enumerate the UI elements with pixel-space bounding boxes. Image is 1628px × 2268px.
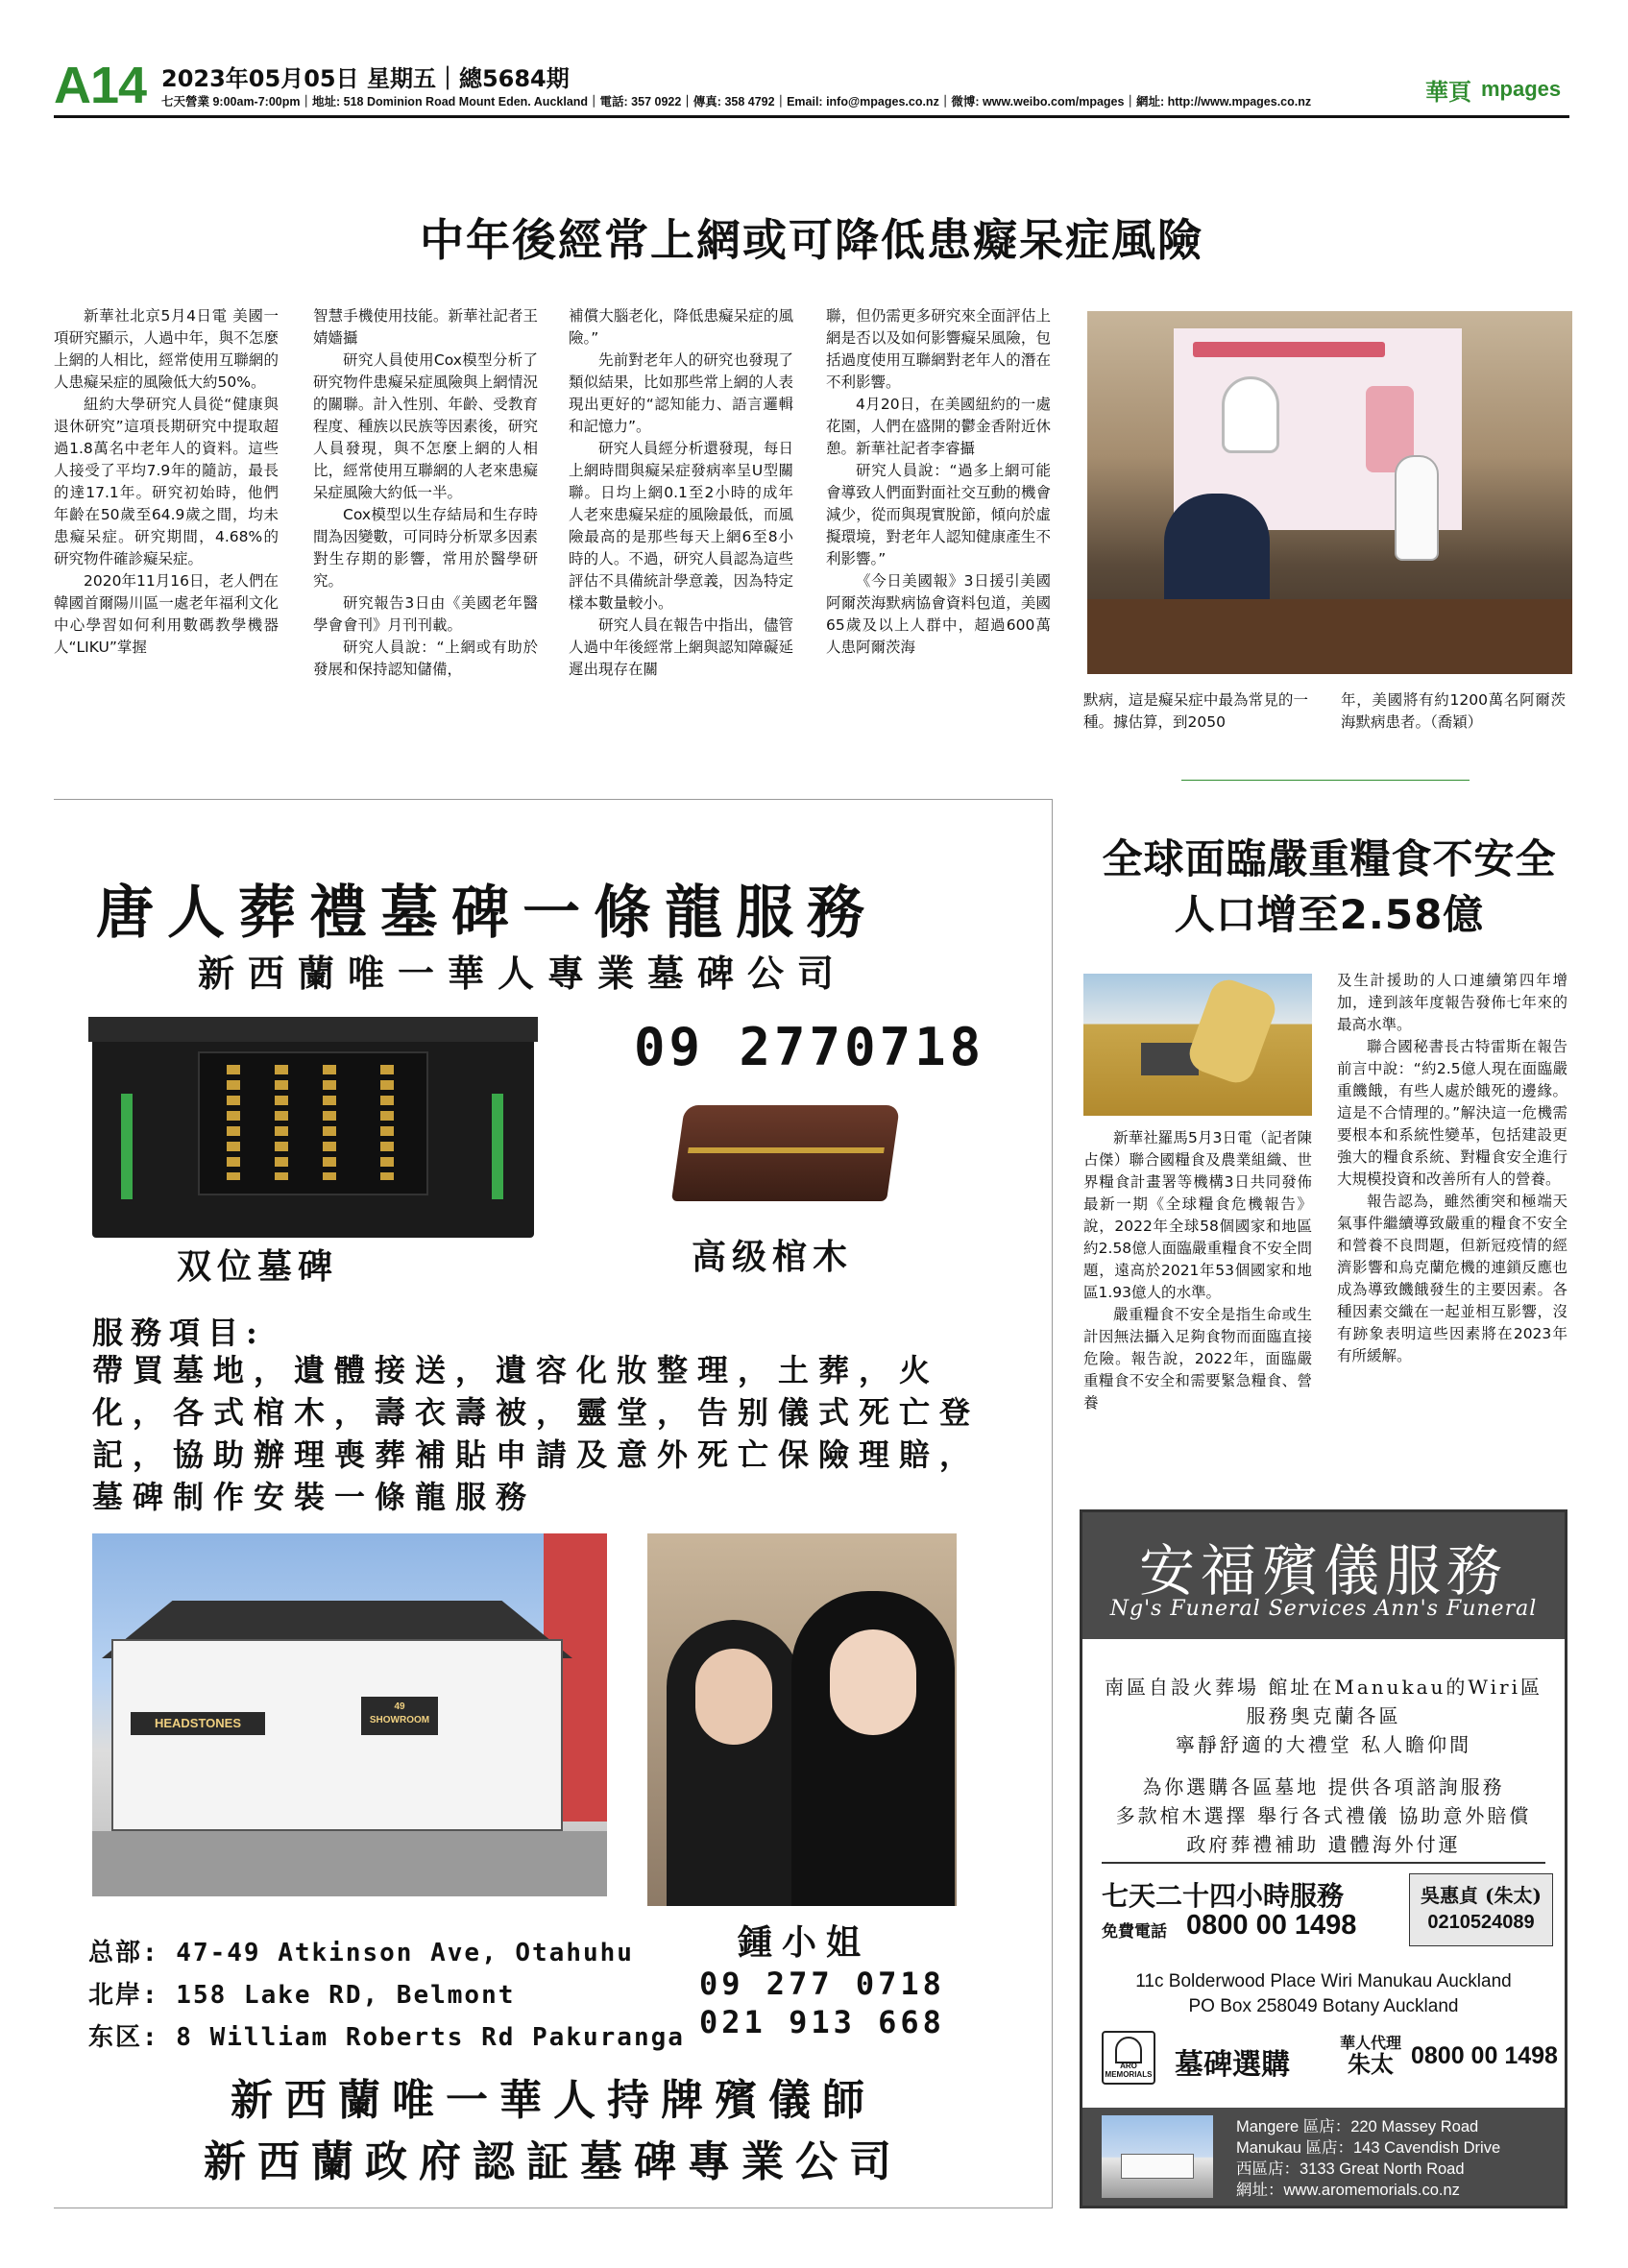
article1-col6: 年，美國將有約1200萬名阿爾茨海默病患者。（喬穎） xyxy=(1341,691,1566,731)
ad2-stone-label: 墓碑選購 xyxy=(1175,2048,1290,2082)
ad2-line-5: 多款棺木選擇 舉行各式禮儀 協助意外賠償 xyxy=(1115,1804,1532,1827)
article2-headline-1: 全球面臨嚴重糧食不安全 xyxy=(1102,835,1557,882)
services-title: 服務項目: xyxy=(92,1315,265,1351)
article1-col5: 默病，這是癡呆症中最為常見的一種。據估算，到2050 xyxy=(1083,691,1308,731)
article1-col2: 智慧手機使用技能。新華社記者王婧嬙攝 研究人員使用Cox模型分析了研究物件患癡呆症風險與上網情況的關聯。計入性別、年齡、受教育程度、種族以民族等因素後，研究人員發現，與不怎麼上網的人相比，經常使用互聯網的人老來患癡呆症風險大約低一半。 Cox模型以生存結局和生存時間為因變數，可同時分析眾多因素對生存期的影響，常用於醫學研究。 研究報告3日由《美國老年醫學會會刊》月刊刊載。 研究人員說：“上網或有助於發展和保持認知儲備， xyxy=(313,307,538,678)
showroom-photo: HEADSTONES 49 SHOWROOM xyxy=(92,1533,607,1896)
branch-website[interactable]: 網址：www.aromemorials.co.nz xyxy=(1236,2182,1460,2199)
article1-photo xyxy=(1087,311,1572,674)
ad2-title: 安福殯儀服務 xyxy=(1138,1538,1508,1604)
address-east: 东区: 8 William Roberts Rd Pakuranga xyxy=(88,2023,685,2052)
ad2-contact-box: 吳惠貞 (朱太) 0210524089 xyxy=(1409,1873,1553,1946)
article2-photo xyxy=(1083,974,1312,1116)
casket-label: 高级棺木 xyxy=(692,1237,854,1277)
article1-col1: 新華社北京5月4日電 美國一項研究顯示，人過中年，與不怎麼上網的人相比，經常使用互聯網的人患癡呆症的風險低大約50%。 紐約大學研究人員從“健康與退休研究”這項長期研究中提取超過1.8萬名中老年人的資料。這些人接受了平均7.9年的隨訪，最長的達17.1年。研究初始時，他們年齡在50歲至64.9歲之間，均未患癡呆症。研究期間，4.68%的研究物件確診癡呆症。 2020年11月16日，老人們在韓國首爾陽川區一處老年福利文化中心學習如何利用數碼教學機器人“LIKU”掌握 xyxy=(54,307,279,656)
article2-left-col: 新華社羅馬5月3日電（記者陳占傑）聯合國糧食及農業組織、世界糧食計畫署等機構3日共同發佈最新一期《全球糧食危機報告》說，2022年全球58個國家和地區約2.58億人面臨嚴重糧食不安全問題，遠高於2021年53個國家和地區1.93億人的水準。 嚴重糧食不安全是指生命或生計因無法攝入足夠食物而面臨直接危險。報告說，2022年，面臨嚴重糧食不安全和需要緊急糧食、營養 xyxy=(1083,1129,1312,1411)
ad2-line-2: 服務奥克蘭各區 xyxy=(1246,1704,1401,1727)
headstone-image xyxy=(92,1026,534,1238)
address-north: 北岸: 158 Lake RD, Belmont xyxy=(88,1981,516,2010)
ad2-line-1: 南區自設火葬場 館址在Manukau的Wiri區 xyxy=(1104,1676,1543,1699)
staff-portrait xyxy=(647,1533,957,1906)
header-rule xyxy=(54,115,1569,118)
ad2-line-4: 為你選購各區墓地 提供各項諮詢服務 xyxy=(1142,1775,1505,1798)
ad2-address-1: 11c Bolderwood Place Wiri Manukau Auckland xyxy=(1135,1971,1512,1991)
ad2-line-3: 寧靜舒適的大禮堂 私人瞻仰間 xyxy=(1175,1733,1472,1756)
ad-title: 唐人葬禮墓碑一條龍服務 xyxy=(96,880,878,947)
ad2-rule-1 xyxy=(1102,1862,1545,1864)
branch-2: Manukau 區店：143 Cavendish Drive xyxy=(1236,2139,1501,2157)
article2-right-col: 及生計援助的人口連續第四年增加，達到該年度報告發佈七年來的最高水準。 聯合國秘書長古特雷斯在報告前言中說：“約2.5億人現在面臨嚴重饑餓，有些人處於餓死的邊緣。這是不合情理的。”解決這一危機需要根本和系統性變革，包括建設更強大的糧食系統、對糧食安全進行大規模投資和改善所有人的營養。 報告認為，雖然衝突和極端天氣事件繼續導致嚴重的糧食不安全和營養不良問題，但新冠疫情的經濟影響和烏克蘭危機的連鎖反應也成為導致饑餓發生的主要因素。各種因素交織在一起並相互影響，沒有跡象表明這些因素將在2023年有所緩解。 xyxy=(1337,972,1567,1364)
tang-funeral-ad xyxy=(54,799,1053,2208)
contact-name: 鍾小姐 xyxy=(738,1922,871,1963)
ad2-free-call-label: 免費電話 xyxy=(1102,1922,1167,1942)
contact-phone-1: 09 277 0718 xyxy=(699,1966,945,2002)
branch-photo xyxy=(1102,2115,1213,2198)
address-hq: 总部: 47-49 Atkinson Ave, Otahuhu xyxy=(88,1939,634,1967)
casket-image xyxy=(671,1105,900,1201)
contact-phone-2: 021 913 668 xyxy=(699,2004,945,2040)
ad-footer-2: 新西蘭政府認証墓碑專業公司 xyxy=(204,2137,903,2186)
article1-col3: 補償大腦老化，降低患癡呆症的風險。” 先前對老年人的研究也發現了類似結果，比如那些常上網的人表現出更好的“認知能力、語言邏輯和記憶力”。 研究人員經分析還發現，每日上網時間與癡呆症發病率呈U型關聯。日均上網0.1至2小時的成年人老來患癡呆症的風險最低，而風險最高的是那些每天上網6至8小時的人。不過，研究人員認為這些評估不具備統計學意義，因為特定樣本數量較小。 研究人員在報告中指出，儘管人過中年後經常上網與認知障礙延遲出現存在關 xyxy=(569,307,793,678)
ad2-address-2: PO Box 258049 Botany Auckland xyxy=(1188,1996,1459,2016)
article1-col4: 聯，但仍需更多研究來全面評估上網是否以及如何影響癡呆風險，包括過度使用互聯網對老年人的潛在不利影響。 4月20日，在美國紐約的一處花園，人們在盛開的鬱金香附近休憩。新華社記者李睿攝 研究人員說：“過多上網可能會導致人們面對面社交互動的機會減少，從而與現實脫節，傾向於虛擬環境，對老年人認知健康產生不利影響。” 《今日美國報》3日援引美國阿爾茨海默病協會資料包道，美國65歲及以上人群中，超過600萬人患阿爾茨海 xyxy=(826,307,1051,656)
ad2-line-6: 政府葬禮補助 遺體海外付運 xyxy=(1186,1833,1461,1856)
mpages-logo: 華頁 mpages xyxy=(1425,77,1562,106)
aro-memorials-logo: ARO MEMORIALS xyxy=(1102,2031,1155,2085)
ad2-free-call-number: 0800 00 1498 xyxy=(1186,1910,1357,1941)
ad-footer-1: 新西蘭唯一華人持牌殯儀師 xyxy=(231,2076,876,2125)
article1-headline: 中年後經常上網或可降低患癡呆症風險 xyxy=(420,214,1203,266)
ad2-agent: 華人代理 朱太 xyxy=(1340,2034,1402,2078)
ad2-branches xyxy=(1082,2108,1565,2206)
page-number: A14 xyxy=(54,57,147,114)
ad2-agent-number: 0800 00 1498 xyxy=(1411,2042,1558,2069)
ad2-24h: 七天二十四小時服務 xyxy=(1102,1880,1345,1912)
services-list: 帶買墓地，遺體接送，遺容化妝整理，土葬，火化，各式棺木，壽衣壽被，靈堂，告别儀式死亡登記，協助辦理喪葬補貼申請及意外死亡保險理賠，墓碑制作安裝一條龍服務 xyxy=(92,1352,981,1515)
branch-1: Mangere 區店：220 Massey Road xyxy=(1236,2118,1479,2135)
issue-date: 2023年05月05日 星期五｜總5684期 xyxy=(161,65,570,92)
anfu-funeral-ad xyxy=(1080,1509,1567,2208)
ad-subtitle: 新西蘭唯一華人專業墓碑公司 xyxy=(198,952,848,995)
article2-headline-2: 人口增至2.58億 xyxy=(1174,891,1485,938)
section-divider xyxy=(1181,780,1470,781)
branch-3: 西區店：3133 Great North Road xyxy=(1236,2160,1465,2178)
contact-info: 七天營業 9:00am-7:00pm｜地址: 518 Dominion Road Mount Eden. Auckland｜電話: 357 0922｜傳真: 358 4792｜Email: info@mpages.co.nz｜微博: www.weibo.com/mpages｜網址: http://www.mpages.co.nz xyxy=(161,95,1312,109)
page-header xyxy=(54,56,1569,119)
ad-phone: 09 2770718 xyxy=(634,1017,985,1077)
ad2-subtitle: Ng's Funeral Services Ann's Funeral xyxy=(1109,1597,1538,1621)
robot-figure xyxy=(1395,455,1439,561)
ad2-header xyxy=(1082,1512,1565,1639)
headstone-label: 双位墓碑 xyxy=(177,1246,339,1287)
